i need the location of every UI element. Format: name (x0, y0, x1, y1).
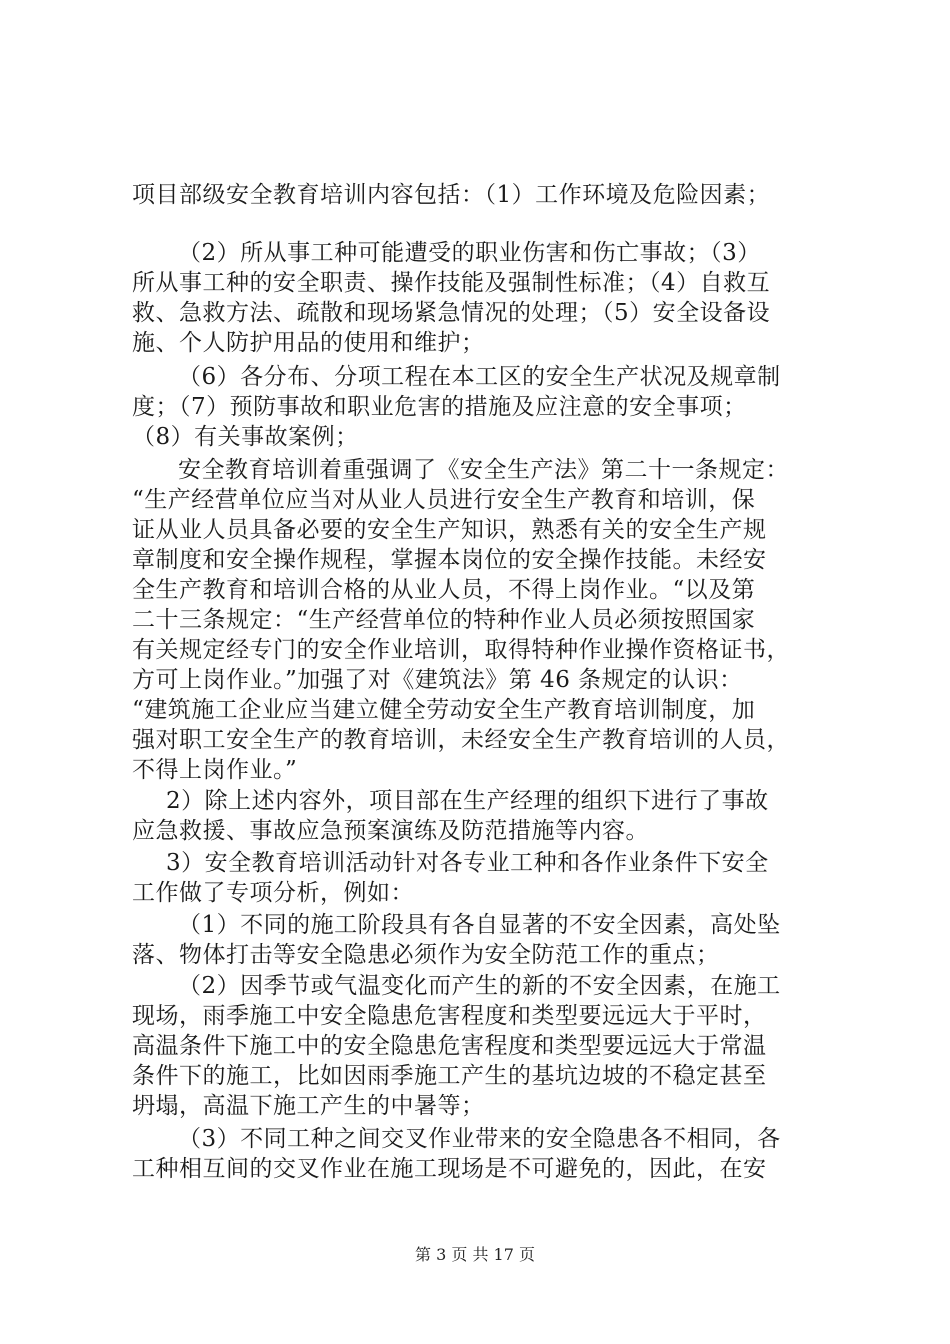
text-line: 二十三条规定：“生产经营单位的特种作业人员必须按照国家 (132, 607, 756, 633)
text-line: 现场，雨季施工中安全隐患危害程度和类型要远远大于平时， (132, 1003, 767, 1029)
text-line: 工作做了专项分析，例如： (132, 880, 414, 906)
text-line: 章制度和安全操作规程，掌握本岗位的安全操作技能。未经安 (132, 547, 767, 573)
text-line: 3）安全教育培训活动针对各专业工种和各作业条件下安全 (166, 850, 769, 876)
text-line: “生产经营单位应当对从业人员进行安全生产教育和培训，保 (132, 487, 756, 513)
text-line: 安全教育培训着重强调了《安全生产法》第二十一条规定： (178, 457, 789, 483)
text-line: （2）所从事工种可能遭受的职业伤害和伤亡事故；（3） (178, 240, 761, 266)
text-line: 坍塌，高温下施工产生的中暑等； (132, 1093, 485, 1119)
text-line: 所从事工种的安全职责、操作技能及强制性标准；（4）自救互 (132, 270, 771, 296)
text-line: 不得上岗作业。” (132, 757, 298, 783)
text-line: 方可上岗作业。”加强了对《建筑法》第 46 条规定的认识： (132, 667, 743, 693)
text-line: 证从业人员具备必要的安全生产知识，熟悉有关的安全生产规 (132, 517, 767, 543)
text-line: （6）各分布、分项工程在本工区的安全生产状况及规章制 (178, 364, 781, 390)
text-line: 条件下的施工，比如因雨季施工产生的基坑边坡的不稳定甚至 (132, 1063, 767, 1089)
text-line: （3）不同工种之间交叉作业带来的安全隐患各不相同，各 (178, 1126, 781, 1152)
page-footer: 第 3 页 共 17 页 (415, 1245, 535, 1264)
text-line: 落、物体打击等安全隐患必须作为安全防范工作的重点； (132, 942, 720, 968)
text-line: “建筑施工企业应当建立健全劳动安全生产教育培训制度，加 (132, 697, 756, 723)
text-line: 全生产教育和培训合格的从业人员，不得上岗作业。“以及第 (132, 577, 756, 603)
text-line: （8）有关事故案例； (132, 424, 359, 450)
text-line: 高温条件下施工中的安全隐患危害程度和类型要远远大于常温 (132, 1033, 767, 1059)
text-line: 应急救援、事故应急预案演练及防范措施等内容。 (132, 818, 649, 844)
text-line: 度；（7）预防事故和职业危害的措施及应注意的安全事项； (132, 394, 747, 420)
text-line: 有关规定经专门的安全作业培训，取得特种作业操作资格证书， (132, 637, 790, 663)
text-line: 施、个人防护用品的使用和维护； (132, 330, 485, 356)
text-line: 强对职工安全生产的教育培训，未经安全生产教育培训的人员， (132, 727, 790, 753)
text-line: 救、急救方法、疏散和现场紧急情况的处理；（5）安全设备设 (132, 300, 771, 326)
text-line: （2）因季节或气温变化而产生的新的不安全因素，在施工 (178, 973, 781, 999)
text-line: 项目部级安全教育培训内容包括：（1）工作环境及危险因素； (132, 182, 771, 208)
text-line: 工种相互间的交叉作业在施工现场是不可避免的，因此，在安 (132, 1156, 767, 1182)
text-line: （1）不同的施工阶段具有各自显著的不安全因素，高处坠 (178, 912, 781, 938)
text-line: 2）除上述内容外，项目部在生产经理的组织下进行了事故 (166, 788, 769, 814)
